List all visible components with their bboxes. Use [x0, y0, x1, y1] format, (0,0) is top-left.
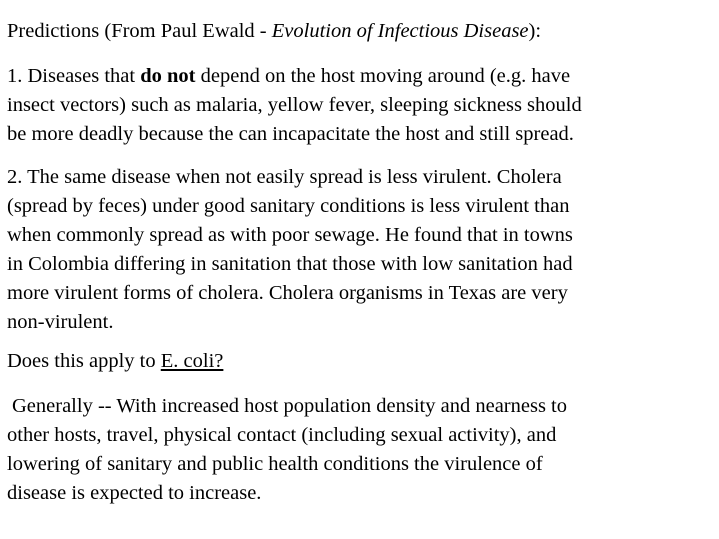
title-suffix: ): [528, 20, 542, 42]
answer-line-1-text: Generally -- With increased host population density and nearness to [12, 395, 567, 417]
question [7, 347, 223, 376]
title-prefix: Predictions (From Paul Ewald - [7, 20, 272, 42]
prediction-2-line-4: in Colombia differing in sanitation that those with low sanitation had [7, 253, 573, 275]
answer [7, 392, 567, 508]
answer-line-4: disease is expected to increase. [7, 482, 262, 504]
emphasis-do-not: do not [140, 65, 196, 87]
answer-line-2: other hosts, travel, physical contact (including sexual activity), and [7, 424, 557, 446]
prediction-1 [7, 62, 582, 149]
prediction-2-line-3: when commonly spread as with poor sewage. He found that in towns [7, 224, 573, 246]
prediction-2-line-1: 2. The same disease when not easily spread is less virulent. Cholera [7, 166, 562, 188]
prediction-2-line-2: (spread by feces) under good sanitary conditions is less virulent than [7, 195, 570, 217]
prediction-1-line-1 [7, 62, 582, 91]
prediction-1-line-2: insect vectors) such as malaria, yellow fever, sleeping sickness should [7, 94, 582, 116]
prediction-2 [7, 163, 573, 337]
answer-line-3: lowering of sanitary and public health conditions the virulence of [7, 453, 543, 475]
prediction-2-line-5: more virulent forms of cholera. Cholera organisms in Texas are very [7, 282, 568, 304]
prediction-2-line-6: non-virulent. [7, 311, 114, 333]
question-prefix: Does this apply to [7, 350, 161, 372]
e-coli-link[interactable]: E. coli? [160, 350, 224, 372]
prediction-1-start: 1. Diseases that [7, 65, 141, 87]
book-title: Evolution of Infectious Disease [271, 20, 529, 42]
prediction-1-rest: depend on the host moving around (e.g. have [195, 65, 571, 87]
prediction-1-line-3: be more deadly because the can incapacitate the host and still spread. [7, 123, 574, 145]
answer-line-1 [7, 392, 567, 421]
slide-title [7, 17, 541, 46]
